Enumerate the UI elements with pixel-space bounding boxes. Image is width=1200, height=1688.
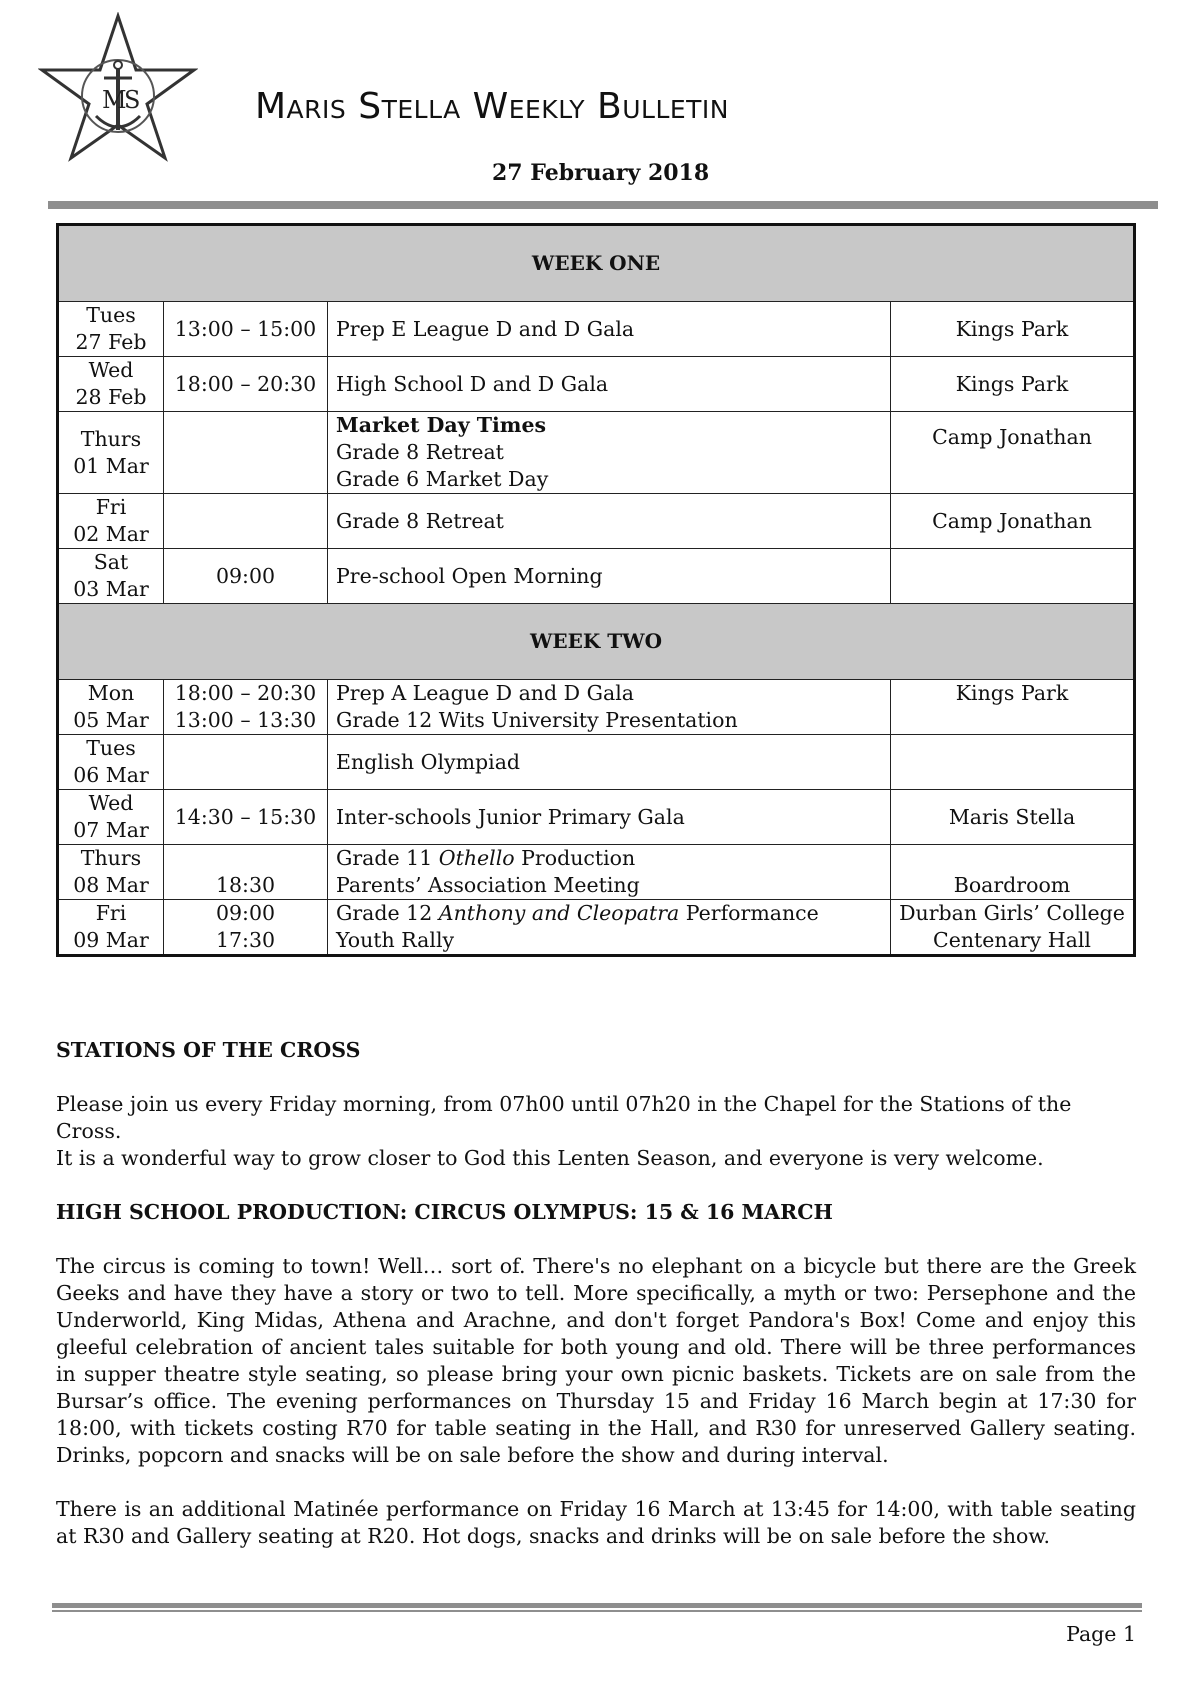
event-cell: Pre-school Open Morning xyxy=(328,549,891,604)
day-cell: Tues 06 Mar xyxy=(58,735,164,790)
time-cell: 14:30 – 15:30 xyxy=(164,790,328,845)
venue-cell: Kings Park xyxy=(891,680,1135,735)
table-row xyxy=(58,357,1135,412)
venue-cell: Boardroom xyxy=(891,845,1135,900)
event-cell: High School D and D Gala xyxy=(328,357,891,412)
header-divider xyxy=(48,201,1158,209)
table-row xyxy=(58,494,1135,549)
venue-cell xyxy=(891,735,1135,790)
day-cell: Sat 03 Mar xyxy=(58,549,164,604)
production-paragraph-2: There is an additional Matinée performance on Friday 16 March at 13:45 for 14:00, with table seating at R30 and Gallery seating at R20. Hot dogs, snacks and drinks will be on sale before the show. xyxy=(56,1497,1136,1548)
footer-divider-thin xyxy=(52,1610,1142,1612)
event-cell: Grade 12 Anthony and Cleopatra Performance Youth Rally xyxy=(328,900,891,956)
table-row xyxy=(58,900,1135,956)
time-cell: 18:00 – 20:30 xyxy=(164,357,328,412)
day-cell: Thurs 08 Mar xyxy=(58,845,164,900)
time-cell xyxy=(164,494,328,549)
time-cell xyxy=(164,412,328,494)
event-cell: Prep A League D and D Gala Grade 12 Wits University Presentation xyxy=(328,680,891,735)
event-cell: Grade 11 Othello Production Parents’ Association Meeting xyxy=(328,845,891,900)
table-row xyxy=(58,735,1135,790)
venue-cell: Camp Jonathan xyxy=(891,494,1135,549)
day-cell: Wed 28 Feb xyxy=(58,357,164,412)
table-row xyxy=(58,790,1135,845)
school-logo xyxy=(38,12,198,162)
venue-cell: Durban Girls’ College Centenary Hall xyxy=(891,900,1135,956)
week-label: WEEK TWO xyxy=(58,604,1135,680)
venue-cell: Kings Park xyxy=(891,357,1135,412)
time-cell xyxy=(164,735,328,790)
time-cell: 18:00 – 20:30 13:00 – 13:30 xyxy=(164,680,328,735)
page-number: Page 1 xyxy=(1066,1622,1136,1646)
day-cell: Tues 27 Feb xyxy=(58,302,164,357)
week-two-header xyxy=(58,604,1135,680)
venue-cell: Camp Jonathan xyxy=(891,412,1135,494)
time-cell: 13:00 – 15:00 xyxy=(164,302,328,357)
week-label: WEEK ONE xyxy=(58,225,1135,302)
table-row xyxy=(58,680,1135,735)
table-row xyxy=(58,412,1135,494)
production-heading: HIGH SCHOOL PRODUCTION: CIRCUS OLYMPUS: 15 & 16 MARCH xyxy=(56,1200,833,1224)
event-cell: Prep E League D and D Gala xyxy=(328,302,891,357)
venue-cell xyxy=(891,549,1135,604)
table-row xyxy=(58,549,1135,604)
day-cell: Mon 05 Mar xyxy=(58,680,164,735)
week-one-header xyxy=(58,225,1135,302)
event-cell: English Olympiad xyxy=(328,735,891,790)
venue-cell: Maris Stella xyxy=(891,790,1135,845)
footer-divider xyxy=(52,1603,1142,1608)
day-cell: Fri 02 Mar xyxy=(58,494,164,549)
bulletin-date: 27 February 2018 xyxy=(492,160,710,186)
time-cell: 09:00 17:30 xyxy=(164,900,328,956)
schedule-table xyxy=(56,223,1136,957)
event-cell: Inter-schools Junior Primary Gala xyxy=(328,790,891,845)
production-paragraph-1: The circus is coming to town! Well… sort of. There's no elephant on a bicycle but there are the Greek Geeks and have they have a story or two to tell. More specifically, a myth or two: Persephone and the Underworld, King Midas, Athena and Arachne, and don't forget Pandora's Box! Come and enjoy this gleeful celebration of ancient tales suitable for both young and old. There will be three performances in supper theatre style seating, so please bring your own picnic baskets. Tickets are on sale from the Bursar’s office. The evening performances on Thursday 15 and Friday 16 March begin at 17:30 for 18:00, with tickets costing R70 for table seating in the Hall, and R30 for unreserved Gallery seating. Drinks, popcorn and snacks will be on sale before the show and during interval. xyxy=(56,1254,1136,1467)
table-row xyxy=(58,302,1135,357)
stations-section xyxy=(56,1037,1136,1550)
day-cell: Wed 07 Mar xyxy=(58,790,164,845)
stations-line-1: Please join us every Friday morning, from 07h00 until 07h20 in the Chapel for the Stations of the Cross. xyxy=(56,1092,1072,1143)
day-cell: Fri 09 Mar xyxy=(58,900,164,956)
stations-line-2: It is a wonderful way to grow closer to God this Lenten Season, and everyone is very welcome. xyxy=(56,1146,1044,1170)
time-cell: 18:30 xyxy=(164,845,328,900)
event-cell: Market Day Times Grade 8 Retreat Grade 6 Market Day xyxy=(328,412,891,494)
table-row xyxy=(58,845,1135,900)
logo-letter-m: M xyxy=(102,86,127,114)
day-cell: Thurs 01 Mar xyxy=(58,412,164,494)
bulletin-title: Maris Stella Weekly Bulletin xyxy=(255,86,730,127)
venue-cell: Kings Park xyxy=(891,302,1135,357)
stations-heading: STATIONS OF THE CROSS xyxy=(56,1038,361,1062)
logo-letter-s: S xyxy=(124,86,141,114)
event-cell: Grade 8 Retreat xyxy=(328,494,891,549)
time-cell: 09:00 xyxy=(164,549,328,604)
event-heading: Market Day Times xyxy=(336,413,547,437)
